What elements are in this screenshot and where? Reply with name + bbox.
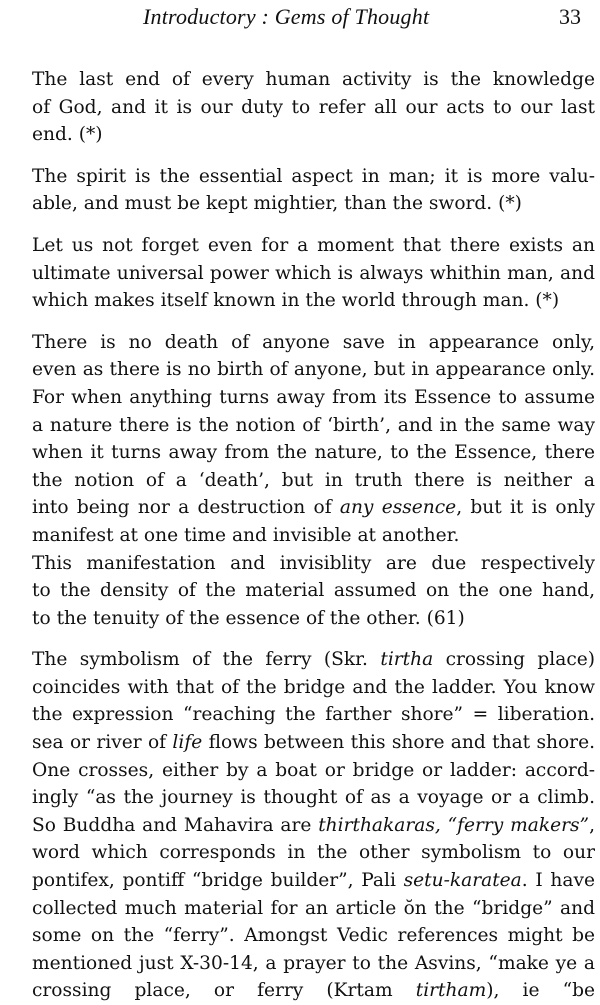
paragraph-3 [10,232,595,315]
body-text [10,66,595,1005]
text-line [10,729,595,757]
italic-run: any essence [339,497,457,519]
text-line: coincides with that of the bridge and the ladder. You know [32,676,595,698]
text-run: pontifex, pontiff “bridge builder”, Pali [32,870,396,892]
text-line: mentioned just X-30-14, a prayer to the Asvins, “make ye a [32,952,595,974]
text-line: even as there is no birth of anyone, but in appearance only. [32,359,595,381]
text-line: The spirit is the essential aspect in man; it is more valu- [32,165,595,187]
text-line: to the tenuity of the essence of the other. (61) [32,607,465,629]
text-line [10,867,595,895]
paragraph-1 [10,66,595,149]
text-line: ultimate universal power which is always whithin man, and [32,262,595,284]
text-line: One crosses, either by a boat or bridge or ladder: accord- [32,759,595,781]
text-line [10,977,595,1005]
text-line [10,646,595,674]
text-line: end. (*) [32,124,103,146]
text-line: the expression “reaching the farther shore” = liberation. [32,704,595,726]
text-line: There is no death of anyone save in appearance only, [32,331,595,353]
text-line: Let us not forget even for a moment that there exists an [32,234,595,256]
text-line [10,494,595,522]
italic-run: setu-karatea [403,870,522,892]
page-number: 33 [559,4,581,29]
text-run: , but it is only [456,497,595,519]
running-title: Introductory : Gems of Thought [143,4,430,29]
text-line: The last end of every human activity is the knowledge [32,69,595,90]
text-run: sea or river of [32,732,167,754]
text-line: a nature there is the notion of ‘birth’, and in the same way [32,414,595,436]
text-line: when it turns away from the nature, to the Essence, there [32,442,595,464]
text-run: The symbolism of the ferry (Skr. [32,649,368,671]
paragraph-4 [10,329,595,550]
text-run: into being nor a destruction of [32,497,332,519]
paragraph-6 [10,646,595,1005]
text-run: crossing place, or ferry (Krtam [32,980,393,1002]
paragraph-5 [10,550,595,633]
text-line: collected much material for an article ŏn the “bridge” and [32,897,595,919]
italic-run: tirtham [415,980,487,1002]
text-line: which makes itself known in the world through man. (*) [32,290,560,312]
italic-run: tirtha [380,649,434,671]
text-line: For when anything turns away from its Essence to assume [32,386,595,408]
text-run: So Buddha and Mahavira are [32,814,312,836]
running-head [0,4,600,32]
italic-run: life [172,732,203,754]
text-line: to the density of the material assumed on the one hand, [32,580,595,602]
text-line: This manifestation and invisiblity are due respectively [32,552,595,574]
text-line: of God, and it is our duty to refer all our acts to our last [32,96,595,118]
text-run: flows between this shore and that shore. [208,732,595,754]
text-line [10,812,595,840]
text-run: crossing place) [445,649,595,671]
text-line: manifest at one time and invisible at another. [32,524,460,546]
text-line: ingly “as the journey is thought of as a voyage or a climb. [32,787,595,809]
text-run: . I have [521,870,595,892]
paragraph-2 [10,163,595,218]
text-run: , [589,814,595,836]
italic-run: thirthakaras, “ferry makers” [318,814,590,836]
text-line: some on the “ferry”. Amongst Vedic references might be [32,925,595,947]
text-run: ), ie “be [486,980,595,1002]
text-line: word which corresponds in the other symbolism to our [32,842,595,864]
text-line: able, and must be kept mightier, than the sword. (*) [32,193,522,215]
text-line: the notion of a ‘death’, but in truth there is neither a [32,469,595,491]
